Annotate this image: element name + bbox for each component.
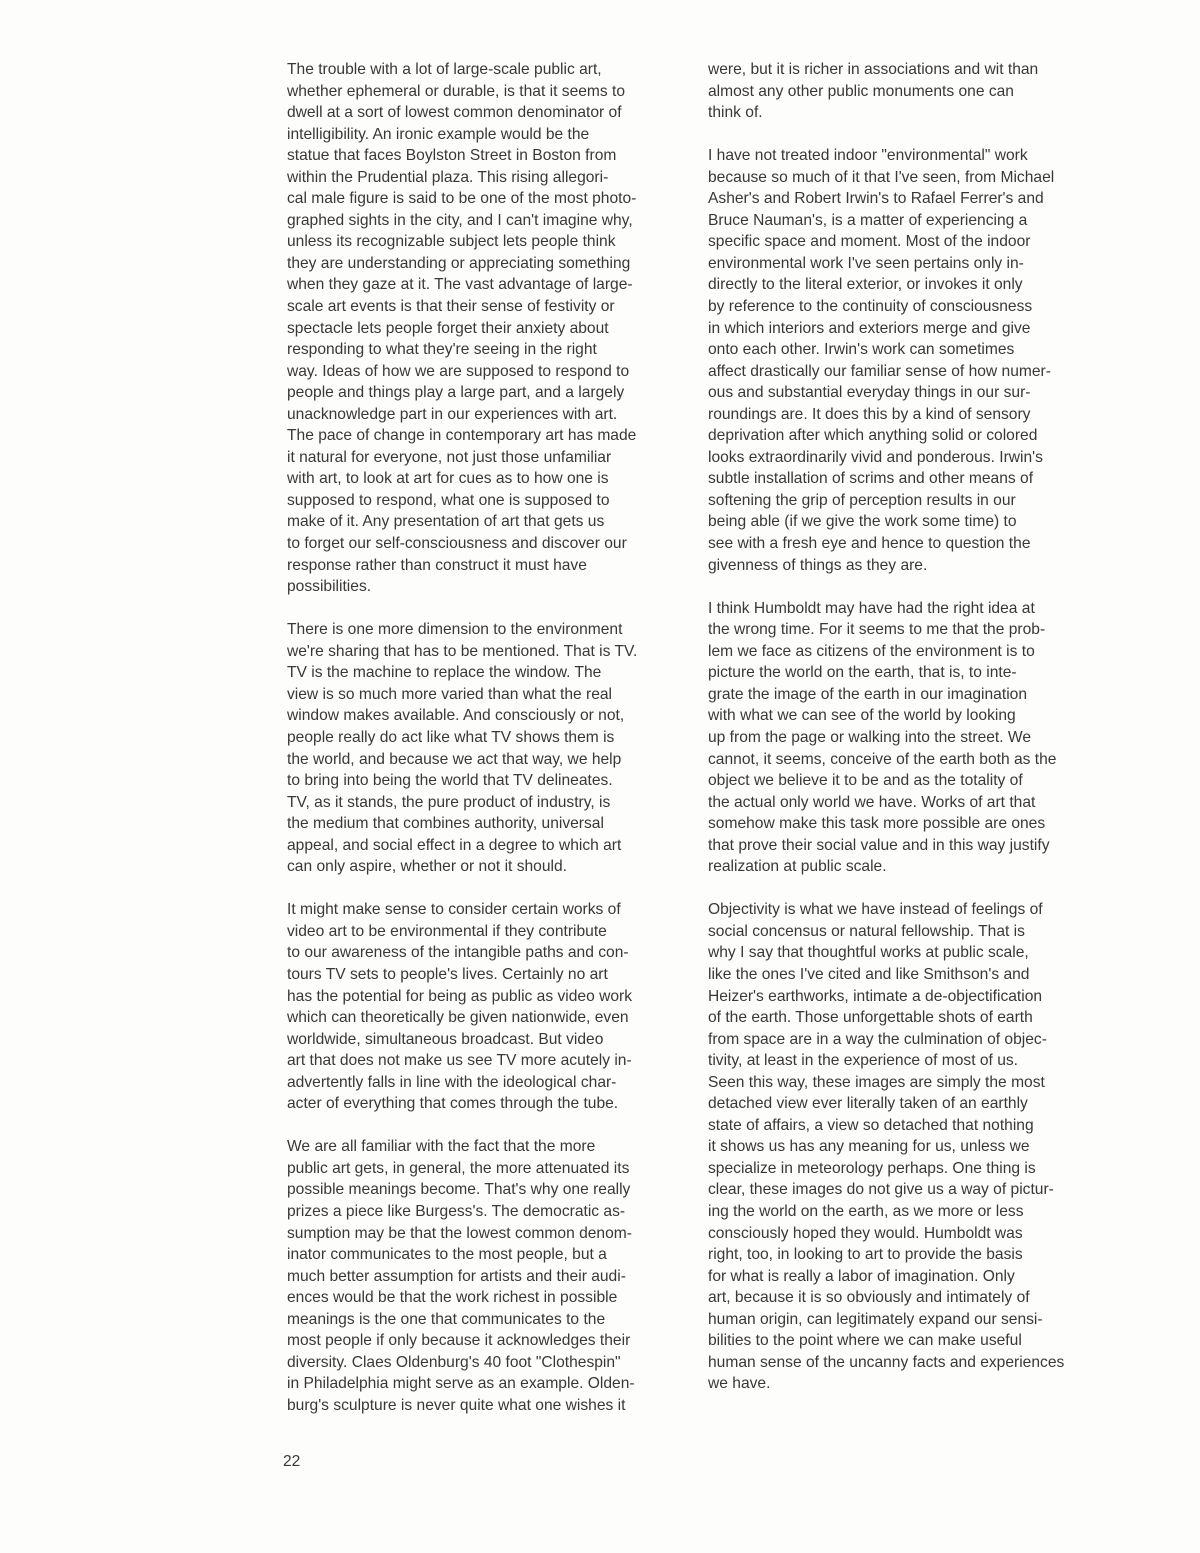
text-line: they are understanding or appreciating something xyxy=(287,254,631,272)
text-line: Objectivity is what we have instead of feelings of xyxy=(708,901,1043,919)
text-line: people really do act like what TV shows them is xyxy=(287,728,615,746)
text-line: dwell at a sort of lowest common denominator of xyxy=(287,104,622,122)
text-line: response rather than construct it must have xyxy=(287,556,587,574)
text-line: art, because it is so obviously and intimately of xyxy=(708,1289,1030,1307)
text-line: cal male figure is said to be one of the most photo- xyxy=(287,190,637,208)
text-line: video art to be environmental if they contribute xyxy=(287,922,607,940)
text-line: has the potential for being as public as video work xyxy=(287,987,633,1005)
text-line: human sense of the uncanny facts and experiences xyxy=(708,1353,1065,1371)
text-line: consciously hoped they would. Humboldt was xyxy=(708,1224,1023,1242)
text-line: with what we can see of the world by looking xyxy=(708,707,1016,725)
text-line: The trouble with a lot of large-scale public art, xyxy=(287,61,602,78)
text-line: can only aspire, whether or not it should. xyxy=(287,858,567,876)
text-line: ences would be that the work richest in possible xyxy=(287,1289,618,1307)
text-line: onto each other. Irwin's work can sometimes xyxy=(708,341,1015,359)
text-line: make of it. Any presentation of art that gets us xyxy=(287,513,605,531)
text-line: unless its recognizable subject lets people think xyxy=(287,233,616,251)
text-line: in Philadelphia might serve as an example. Olden- xyxy=(287,1375,635,1393)
text-line: grate the image of the earth in our imagination xyxy=(708,685,1028,703)
text-line: realization at public scale. xyxy=(708,858,887,876)
text-line: lem we face as citizens of the environment is to xyxy=(708,642,1035,660)
text-line: cannot, it seems, conceive of the earth both as the xyxy=(708,750,1057,768)
text-line: appeal, and social effect in a degree to which art xyxy=(287,836,622,854)
text-line: whether ephemeral or durable, is that it seems to xyxy=(287,82,626,100)
text-line: Asher's and Robert Irwin's to Rafael Ferrer's and xyxy=(708,190,1044,208)
text-line: affect drastically our familiar sense of how numer- xyxy=(708,362,1051,380)
text-line: acter of everything that comes through the tube. xyxy=(287,1095,619,1113)
text-line: spectacle lets people forget their anxiety about xyxy=(287,319,609,337)
text-line: subtle installation of scrims and other means of xyxy=(708,470,1034,488)
text-line: human origin, can legitimately expand our sensi- xyxy=(708,1310,1043,1328)
text-line: because so much of it that I've seen, from Michael xyxy=(708,168,1055,186)
left-column xyxy=(287,59,697,1438)
text-line: intelligibility. An ironic example would be the xyxy=(287,125,590,143)
text-line: I have not treated indoor "environmental" work xyxy=(708,147,1028,165)
text-line: The pace of change in contemporary art has made xyxy=(287,427,637,445)
text-line: state of affairs, a view so detached that nothing xyxy=(708,1116,1034,1134)
text-line: most people if only because it acknowledges their xyxy=(287,1332,631,1350)
text-line: being able (if we give the work some time) to xyxy=(708,513,1017,531)
text-line: see with a fresh eye and hence to question the xyxy=(708,535,1031,553)
paragraph xyxy=(708,598,1118,878)
text-line: almost any other public monuments one can xyxy=(708,82,1014,100)
text-line: inator communicates to the most people, but a xyxy=(287,1246,607,1264)
text-line: tivity, at least in the experience of most of us. xyxy=(708,1052,1019,1070)
paragraph xyxy=(708,59,1118,124)
text-line: we're sharing that has to be mentioned. That is TV. xyxy=(287,642,638,660)
text-line: that prove their social value and in this way justify xyxy=(708,836,1050,854)
text-line: statue that faces Boylston Street in Boston from xyxy=(287,147,617,165)
text-line: There is one more dimension to the environment xyxy=(287,621,623,639)
text-line: we have. xyxy=(708,1375,771,1393)
text-line: tours TV sets to people's lives. Certainly no art xyxy=(287,965,608,983)
text-line: directly to the literal exterior, or invokes it only xyxy=(708,276,1023,294)
text-line: worldwide, simultaneous broadcast. But video xyxy=(287,1030,604,1048)
text-line: ing the world on the earth, as we more or less xyxy=(708,1202,1024,1220)
text-line: to our awareness of the intangible paths and con- xyxy=(287,944,629,962)
paragraph xyxy=(287,59,697,598)
paragraph xyxy=(708,145,1118,576)
text-line: window makes available. And consciously or not, xyxy=(287,707,625,725)
text-line: up from the page or walking into the street. We xyxy=(708,728,1032,746)
text-line: which can theoretically be given nationwide, even xyxy=(287,1009,629,1027)
paragraph xyxy=(287,619,697,878)
text-line: for what is really a labor of imagination. Only xyxy=(708,1267,1015,1285)
text-line: prizes a piece like Burgess's. The democratic as- xyxy=(287,1202,626,1220)
text-line: the medium that combines authority, universal xyxy=(287,815,604,833)
text-line: it natural for everyone, not just those unfamiliar xyxy=(287,448,612,466)
text-line: unacknowledge part in our experiences with art. xyxy=(287,405,618,423)
text-line: detached view ever literally taken of an earthly xyxy=(708,1095,1028,1113)
text-line: sumption may be that the lowest common denom- xyxy=(287,1224,632,1242)
text-line: to forget our self-consciousness and discover our xyxy=(287,535,627,553)
paragraph xyxy=(287,899,697,1114)
text-line: graphed sights in the city, and I can't imagine why, xyxy=(287,211,633,229)
text-line: scale art events is that their sense of festivity or xyxy=(287,298,615,316)
text-line: givenness of things as they are. xyxy=(708,556,928,574)
text-line: Bruce Nauman's, is a matter of experiencing a xyxy=(708,211,1028,229)
text-line: deprivation after which anything solid or colored xyxy=(708,427,1038,445)
text-line: Seen this way, these images are simply the most xyxy=(708,1073,1045,1091)
text-line: public art gets, in general, the more attenuated its xyxy=(287,1159,630,1177)
text-line: possible meanings become. That's why one really xyxy=(287,1181,631,1199)
text-line: in which interiors and exteriors merge and give xyxy=(708,319,1031,337)
page-number: 22 xyxy=(283,1453,301,1470)
text-line: the world, and because we act that way, we help xyxy=(287,750,622,768)
text-line: TV is the machine to replace the window. The xyxy=(287,664,602,682)
text-line: like the ones I've cited and like Smithson's and xyxy=(708,965,1030,983)
text-line: right, too, in looking to art to provide the basis xyxy=(708,1246,1023,1264)
text-line: to bring into being the world that TV delineates. xyxy=(287,772,613,790)
text-line: the actual only world we have. Works of art that xyxy=(708,793,1036,811)
text-line: diversity. Claes Oldenburg's 40 foot "Clothespin" xyxy=(287,1353,621,1371)
text-line: supposed to respond, what one is supposed to xyxy=(287,491,610,509)
paragraph xyxy=(287,1136,697,1416)
text-line: looks extraordinarily vivid and ponderous. Irwin's xyxy=(708,448,1043,466)
text-line: Heizer's earthworks, intimate a de-objectification xyxy=(708,987,1043,1005)
text-line: I think Humboldt may have had the right idea at xyxy=(708,599,1035,617)
text-line: of the earth. Those unforgettable shots of earth xyxy=(708,1009,1033,1027)
text-line: softening the grip of perception results in our xyxy=(708,491,1016,509)
text-line: somehow make this task more possible are ones xyxy=(708,815,1046,833)
text-line: clear, these images do not give us a way of pictur- xyxy=(708,1181,1054,1199)
text-line: by reference to the continuity of consciousness xyxy=(708,298,1033,316)
text-line: with art, to look at art for cues as to how one is xyxy=(287,470,609,488)
text-line: people and things play a large part, and a largely xyxy=(287,384,625,402)
text-line: specialize in meteorology perhaps. One thing is xyxy=(708,1159,1036,1177)
text-line: TV, as it stands, the pure product of industry, is xyxy=(287,793,611,811)
text-line: environmental work I've seen pertains only in- xyxy=(708,254,1024,272)
text-line: bilities to the point where we can make useful xyxy=(708,1332,1022,1350)
text-line: picture the world on the earth, that is, to inte- xyxy=(708,664,1017,682)
text-line: it shows us has any meaning for us, unless we xyxy=(708,1138,1030,1156)
text-line: possibilities. xyxy=(287,578,372,596)
text-line: view is so much more varied than what the real xyxy=(287,685,613,703)
text-line: when they gaze at it. The vast advantage of large- xyxy=(287,276,633,294)
text-line: responding to what they're seeing in the right xyxy=(287,341,597,359)
text-line: ous and substantial everyday things in our sur- xyxy=(708,384,1031,402)
text-line: advertently falls in line with the ideological char- xyxy=(287,1073,617,1091)
text-line: specific space and moment. Most of the indoor xyxy=(708,233,1031,251)
right-column xyxy=(708,59,1118,1416)
text-line: the wrong time. For it seems to me that the prob- xyxy=(708,621,1046,639)
text-line: roundings are. It does this by a kind of sensory xyxy=(708,405,1031,423)
text-line: much better assumption for artists and their audi- xyxy=(287,1267,626,1285)
text-line: way. Ideas of how we are supposed to respond to xyxy=(287,362,630,380)
text-line: why I say that thoughtful works at public scale, xyxy=(708,944,1029,962)
text-line: It might make sense to consider certain works of xyxy=(287,901,621,919)
text-line: social concensus or natural fellowship. That is xyxy=(708,922,1025,940)
paragraph xyxy=(708,899,1118,1395)
text-line: were, but it is richer in associations and wit than xyxy=(708,61,1039,78)
text-line: meanings is the one that communicates to the xyxy=(287,1310,606,1328)
text-line: think of. xyxy=(708,104,763,122)
text-line: object we believe it to be and as the totality of xyxy=(708,772,1023,790)
text-line: burg's sculpture is never quite what one wishes it xyxy=(287,1396,626,1414)
text-line: from space are in a way the culmination of objec- xyxy=(708,1030,1047,1048)
text-line: art that does not make us see TV more acutely in- xyxy=(287,1052,632,1070)
text-line: We are all familiar with the fact that the more xyxy=(287,1138,596,1156)
text-line: within the Prudential plaza. This rising allegori- xyxy=(287,168,609,186)
